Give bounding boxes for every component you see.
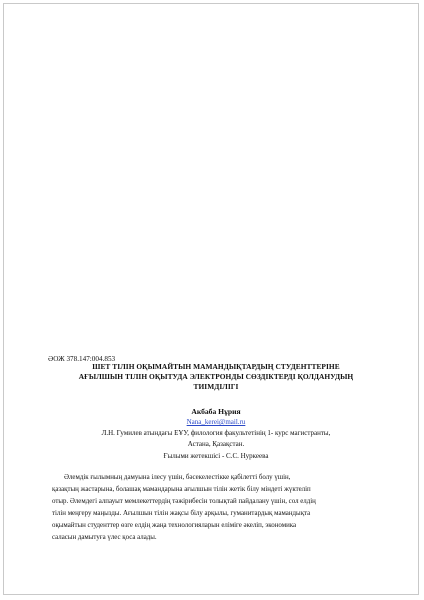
affiliation-line-2: Астана, Қазақстан.: [187, 440, 245, 448]
author-email-link[interactable]: Nana_kerei@mail.ru: [186, 418, 246, 426]
body-text-line-6: саласын дамытуға үлес қоса алады.: [52, 534, 157, 541]
body-text-line-3: отыр. Әлемдегі алпауыт мемлекеттердің тәжірибесін толықтай пайдалану үшін, сол елдің: [52, 498, 316, 505]
body-text-line-2: қазақтың жастарына, болашақ мамандарына ағылшын тілін жетік білу міндеті жүктеліп: [52, 486, 311, 493]
body-text-line-5: оқымайтын студенттер өзге елдің жаңа технологияларын еліміге әкеліп, экономика: [52, 522, 297, 529]
supervisor-line: Ғылыми жетекшісі - С.С. Нуркеева: [163, 452, 269, 460]
document-page: [3, 3, 419, 595]
affiliation-line-1: Л.Н. Гумилев атындағы ЕҰУ, филология факультетінің 1- курс магистранты,: [101, 429, 331, 437]
paper-title-line-3: ТИІМДІЛІГІ: [193, 382, 239, 391]
author-name: Акбаба Нұрия: [191, 407, 241, 416]
paper-title-line-2: АҒЫЛШЫН ТІЛІН ОҚЫТУДА ЭЛЕКТРОНДЫ СӨЗДІКТЕРДІ ҚОЛДАНУДЫҢ: [78, 372, 354, 381]
paper-title-line-1: ШЕТ ТІЛІН ОҚЫМАЙТЫН МАМАНДЫҚТАРДЫҢ СТУДЕНТТЕРІНЕ: [92, 362, 340, 371]
udc-code: ӘОЖ 378.147:004.853: [48, 355, 116, 363]
body-text-line-1: Әлемдік ғылымның дамуына ілесу үшін, бәсекелестікке қабілетті болу үшін,: [64, 474, 291, 481]
body-text-line-4: тілін меңгеру маңызды. Ағылшын тілін жақсы білу арқылы, гуманитардық мамандықта: [52, 510, 311, 517]
